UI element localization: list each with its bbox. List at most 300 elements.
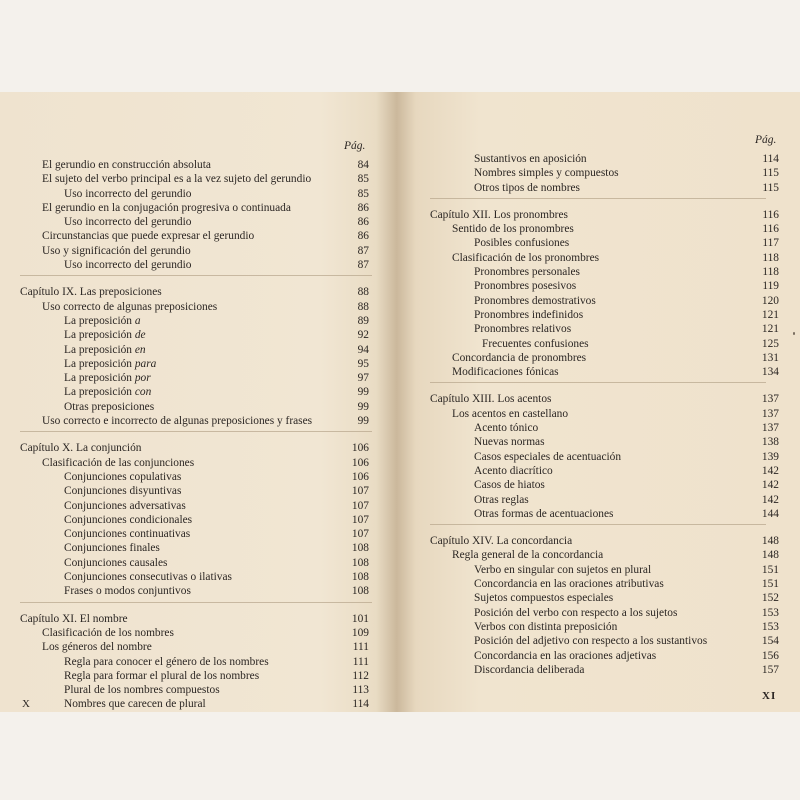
- toc-page-number: 107: [351, 485, 369, 498]
- toc-page-number: 142: [761, 464, 779, 477]
- toc-entry-text: Uso correcto de algunas preposiciones: [42, 300, 218, 313]
- toc-entry-row: [0, 456, 395, 470]
- toc-entry-row: [0, 470, 395, 484]
- toc-entry-text: Conjunciones condicionales: [64, 513, 193, 526]
- toc-entry-text: Uso incorrecto del gerundio: [64, 187, 192, 200]
- toc-entry-text: Otros tipos de nombres: [474, 181, 580, 194]
- toc-entry-row: [400, 591, 800, 605]
- toc-entry-row: [400, 464, 800, 478]
- toc-entry-row: [0, 484, 395, 498]
- toc-entry-row: [400, 265, 800, 279]
- toc-page-number: 154: [761, 635, 779, 648]
- toc-entry-text: Sustantivos en aposición: [474, 153, 587, 165]
- toc-entry-row: [400, 493, 800, 507]
- toc-page-number: 97: [357, 372, 369, 385]
- toc-entry-title: [474, 294, 596, 308]
- toc-page-number: 111: [352, 641, 369, 654]
- toc-entry-text: La preposición: [64, 329, 135, 342]
- toc-entry-text: Clasificación de las conjunciones: [42, 456, 195, 469]
- section-divider: [20, 431, 372, 432]
- toc-entry-text: La preposición: [64, 372, 135, 385]
- toc-entry-text: El sujeto del verbo principal es a la vez sujeto del gerundio: [42, 173, 312, 186]
- toc-entry-title: [452, 407, 568, 421]
- toc-entry-title: [452, 351, 586, 365]
- toc-entry-title: [452, 251, 599, 265]
- toc-entry-row: [400, 407, 800, 421]
- toc-entry-row: [0, 400, 395, 414]
- toc-entry-text: Uso correcto e incorrecto de algunas preposiciones y frases: [42, 415, 313, 428]
- toc-page-number: 139: [761, 450, 779, 463]
- toc-entry-title: [64, 556, 167, 570]
- toc-entry-row: [400, 663, 800, 677]
- toc-page-number: 115: [762, 167, 779, 180]
- toc-entry-text: Capítulo IX. Las preposiciones: [20, 286, 162, 299]
- toc-entry-row: [0, 499, 395, 513]
- toc-entry-text: Capítulo XIV. La concordancia: [430, 535, 573, 548]
- toc-entry-text: El gerundio en construcción absoluta: [42, 159, 211, 171]
- toc-entry-text: Sentido de los pronombres: [452, 223, 574, 236]
- toc-entry-row: [0, 683, 395, 697]
- toc-entry-row: [400, 351, 800, 365]
- toc-entry-row: [0, 314, 395, 328]
- toc-entry-emphasis: de: [134, 329, 146, 342]
- toc-page-number: 87: [357, 244, 369, 257]
- toc-entry-row: [0, 201, 395, 215]
- toc-entry-text: Plural de los nombres compuestos: [64, 684, 220, 697]
- toc-page-number: 118: [762, 251, 779, 264]
- toc-entry-title: [474, 265, 580, 279]
- toc-entry-title: [474, 649, 656, 663]
- page-folio: X: [22, 698, 31, 710]
- toc-entry-row: [0, 414, 395, 428]
- toc-entry-row: [0, 584, 395, 598]
- toc-entry-row: [400, 478, 800, 492]
- toc-entry-title: [474, 620, 617, 634]
- toc-page-number: 152: [761, 592, 779, 605]
- toc-page-number: 106: [351, 470, 369, 483]
- toc-entry-text: Posición del verbo con respecto a los sujetos: [474, 606, 678, 619]
- toc-entry-row: [0, 244, 395, 258]
- toc-page-number: 151: [761, 578, 779, 591]
- toc-entry-title: [64, 385, 151, 399]
- toc-entry-text: Los géneros del nombre: [42, 641, 152, 654]
- toc-entry-row: [400, 308, 800, 322]
- toc-entry-row: [0, 541, 395, 555]
- toc-page-number: 157: [761, 663, 779, 676]
- toc-entry-title: [430, 208, 568, 222]
- toc-entry-text: Frecuentes confusiones: [482, 337, 589, 350]
- section-divider: [20, 275, 372, 276]
- toc-page-number: 108: [351, 585, 369, 598]
- toc-entry-text: La preposición: [64, 343, 135, 356]
- toc-entry-emphasis: por: [134, 372, 151, 385]
- toc-chapter-row: [400, 208, 800, 222]
- toc-page-number: 109: [351, 626, 369, 639]
- toc-page-number: 107: [351, 528, 369, 541]
- toc-entry-title: [474, 152, 587, 166]
- toc-page-number: 99: [357, 386, 369, 399]
- toc-entry-text: Nombres simples y compuestos: [474, 167, 619, 180]
- section-divider: [430, 524, 766, 525]
- book-spread: [0, 92, 800, 712]
- toc-entry-row: [400, 181, 800, 195]
- toc-entry-title: [20, 441, 141, 455]
- toc-entry-title: [474, 606, 677, 620]
- toc-entry-row: [400, 337, 800, 351]
- toc-entry-row: [0, 371, 395, 385]
- toc-page-number: 84: [357, 159, 369, 171]
- toc-entry-title: [64, 697, 206, 711]
- toc-entry-row: [0, 570, 395, 584]
- toc-entry-title: [474, 591, 613, 605]
- toc-page-number: 125: [761, 337, 779, 350]
- toc-page-number: 113: [352, 684, 369, 697]
- toc-entry-text: Verbo en singular con sujetos en plural: [474, 563, 652, 576]
- toc-page-number: 111: [352, 655, 369, 668]
- page-column-header: Pág.: [344, 140, 366, 152]
- toc-entry-title: [64, 357, 156, 371]
- toc-page-number: 118: [762, 266, 779, 279]
- toc-page-number: 116: [762, 208, 779, 221]
- toc-entry-text: Clasificación de los pronombres: [452, 251, 600, 264]
- toc-entry-text: Otras formas de acentuaciones: [474, 507, 614, 520]
- toc-page-number: 88: [357, 286, 369, 299]
- toc-entry-title: [474, 563, 651, 577]
- toc-entry-text: Capítulo XII. Los pronombres: [430, 208, 568, 221]
- toc-page-number: 142: [761, 493, 779, 506]
- toc-entry-text: Modificaciones fónicas: [452, 366, 559, 379]
- toc-entry-title: [42, 229, 254, 243]
- toc-entry-text: Pronombres posesivos: [474, 280, 577, 293]
- toc-page-number: 92: [357, 329, 369, 342]
- toc-entry-row: [0, 556, 395, 570]
- toc-entry-row: [400, 166, 800, 180]
- toc-entry-text: Pronombres demostrativos: [474, 294, 596, 307]
- toc-page-number: 121: [761, 323, 779, 336]
- toc-entry-row: [0, 513, 395, 527]
- toc-entry-text: Clasificación de los nombres: [42, 626, 174, 639]
- toc-entry-text: Concordancia de pronombres: [452, 351, 587, 364]
- toc-chapter-row: [0, 285, 395, 299]
- toc-entry-row: [0, 697, 395, 711]
- toc-entry-text: Uso incorrecto del gerundio: [64, 216, 192, 229]
- toc-chapter-row: [0, 441, 395, 455]
- toc-entry-title: [20, 285, 162, 299]
- toc-page-number: 87: [357, 259, 369, 272]
- toc-entry-row: [400, 251, 800, 265]
- toc-entry-row: [0, 655, 395, 669]
- toc-entry-title: [64, 499, 186, 513]
- toc-entry-text: Conjunciones continuativas: [64, 528, 191, 541]
- toc-entry-title: [452, 548, 603, 562]
- toc-entry-title: [64, 258, 191, 272]
- toc-entry-title: [452, 222, 574, 236]
- toc-page-number: 106: [351, 442, 369, 455]
- toc-entry-title: [64, 570, 232, 584]
- toc-entry-row: [0, 328, 395, 342]
- toc-entry-row: [400, 563, 800, 577]
- toc-list: [400, 152, 800, 677]
- toc-entry-text: Verbos con distinta preposición: [474, 620, 618, 633]
- toc-entry-title: [64, 683, 220, 697]
- toc-entry-text: Conjunciones finales: [64, 542, 160, 555]
- section-divider: [430, 382, 766, 383]
- toc-entry-title: [64, 314, 141, 328]
- toc-entry-title: [42, 414, 312, 428]
- toc-entry-title: [474, 464, 553, 478]
- toc-entry-title: [474, 478, 545, 492]
- toc-entry-title: [64, 470, 181, 484]
- toc-entry-row: [0, 215, 395, 229]
- toc-page-number: 108: [351, 542, 369, 555]
- toc-entry-row: [400, 606, 800, 620]
- toc-page-number: 85: [357, 187, 369, 200]
- toc-page-number: 86: [357, 216, 369, 229]
- toc-entry-title: [64, 584, 191, 598]
- toc-entry-row: [400, 450, 800, 464]
- toc-page-number: 99: [357, 415, 369, 428]
- toc-page-number: 107: [351, 499, 369, 512]
- toc-entry-text: La preposición: [64, 357, 135, 370]
- toc-page-number: 95: [357, 357, 369, 370]
- toc-page-number: 89: [357, 314, 369, 327]
- toc-entry-title: [42, 201, 291, 215]
- right-page: [400, 92, 800, 712]
- toc-entry-title: [474, 634, 707, 648]
- toc-entry-title: [42, 158, 211, 172]
- toc-page-number: 131: [761, 351, 779, 364]
- toc-entry-text: Otras preposiciones: [64, 400, 155, 413]
- toc-page-number: 117: [762, 237, 779, 250]
- toc-chapter-row: [400, 392, 800, 406]
- toc-entry-text: Conjunciones copulativas: [64, 470, 182, 483]
- toc-page-number: 119: [762, 280, 779, 293]
- toc-entry-text: Pronombres indefinidos: [474, 308, 584, 321]
- toc-entry-row: [400, 294, 800, 308]
- toc-entry-text: Capítulo XIII. Los acentos: [430, 393, 552, 406]
- toc-entry-row: [400, 548, 800, 562]
- toc-page-number: 120: [761, 294, 779, 307]
- toc-entry-row: [400, 421, 800, 435]
- toc-entry-text: Casos de hiatos: [474, 479, 545, 492]
- toc-entry-text: Pronombres relativos: [474, 323, 572, 336]
- toc-entry-row: [400, 634, 800, 648]
- toc-entry-title: [474, 577, 664, 591]
- toc-entry-title: [64, 527, 190, 541]
- toc-entry-title: [474, 493, 529, 507]
- toc-entry-text: Regla para conocer el género de los nombres: [64, 655, 269, 668]
- toc-entry-title: [20, 612, 128, 626]
- toc-entry-text: Los acentos en castellano: [452, 407, 569, 420]
- toc-entry-text: Posibles confusiones: [474, 237, 570, 250]
- toc-page-number: 99: [357, 400, 369, 413]
- toc-page-number: 148: [761, 535, 779, 548]
- toc-entry-text: Discordancia deliberada: [474, 663, 585, 676]
- toc-entry-title: [64, 328, 146, 342]
- toc-page-number: 106: [351, 456, 369, 469]
- toc-entry-row: [0, 158, 395, 172]
- toc-entry-row: [400, 649, 800, 663]
- toc-entry-row: [400, 507, 800, 521]
- toc-chapter-row: [0, 612, 395, 626]
- toc-entry-row: [0, 300, 395, 314]
- toc-entry-text: Conjunciones disyuntivas: [64, 485, 182, 498]
- toc-entry-row: [400, 620, 800, 634]
- toc-entry-text: La preposición: [64, 386, 135, 399]
- toc-entry-title: [64, 513, 192, 527]
- toc-entry-title: [64, 215, 191, 229]
- toc-entry-row: [400, 279, 800, 293]
- toc-entry-title: [42, 300, 217, 314]
- toc-entry-title: [474, 450, 621, 464]
- toc-entry-title: [42, 456, 194, 470]
- left-page: [0, 92, 395, 712]
- toc-entry-title: [474, 663, 584, 677]
- toc-entry-row: [0, 172, 395, 186]
- toc-page-number: 116: [762, 223, 779, 236]
- toc-entry-row: [0, 669, 395, 683]
- toc-entry-title: [42, 172, 311, 186]
- toc-entry-title: [64, 669, 259, 683]
- toc-page-number: 86: [357, 230, 369, 243]
- toc-entry-title: [430, 392, 551, 406]
- toc-page-number: 142: [761, 479, 779, 492]
- toc-entry-title: [474, 279, 576, 293]
- toc-page-number: 144: [761, 507, 779, 520]
- toc-entry-title: [474, 166, 619, 180]
- toc-entry-title: [474, 181, 580, 195]
- toc-entry-text: Posición del adjetivo con respecto a los sustantivos: [474, 635, 708, 648]
- toc-page-number: 138: [761, 436, 779, 449]
- toc-entry-title: [42, 244, 191, 258]
- page-column-header: Pág.: [755, 134, 777, 146]
- toc-entry-row: [400, 322, 800, 336]
- toc-page-number: 101: [351, 612, 369, 625]
- toc-page-number: 115: [762, 181, 779, 194]
- toc-entry-text: Casos especiales de acentuación: [474, 450, 622, 463]
- toc-page-number: 137: [761, 393, 779, 406]
- toc-entry-row: [0, 357, 395, 371]
- toc-list: [0, 158, 395, 712]
- toc-entry-title: [452, 365, 559, 379]
- toc-entry-row: [0, 258, 395, 272]
- toc-entry-row: [400, 435, 800, 449]
- toc-entry-text: Uso incorrecto del gerundio: [64, 259, 192, 272]
- toc-page-number: 137: [761, 422, 779, 435]
- toc-entry-title: [42, 640, 152, 654]
- toc-entry-text: El gerundio en la conjugación progresiva o continuada: [42, 201, 291, 214]
- toc-entry-row: [400, 222, 800, 236]
- toc-entry-title: [474, 308, 583, 322]
- toc-entry-row: [0, 527, 395, 541]
- toc-entry-row: [0, 385, 395, 399]
- toc-entry-text: Frases o modos conjuntivos: [64, 585, 191, 598]
- toc-entry-title: [430, 534, 572, 548]
- toc-entry-text: Regla para formar el plural de los nombres: [64, 669, 260, 682]
- toc-entry-row: [400, 577, 800, 591]
- section-divider: [430, 198, 766, 199]
- section-divider: [20, 602, 372, 603]
- toc-entry-title: [474, 322, 571, 336]
- toc-page-number: 134: [761, 366, 779, 379]
- toc-entry-text: Acento tónico: [474, 422, 539, 435]
- toc-entry-row: [400, 365, 800, 379]
- toc-entry-title: [474, 435, 545, 449]
- toc-entry-text: Pronombres personales: [474, 266, 580, 279]
- toc-page-number: 151: [761, 563, 779, 576]
- toc-page-number: 112: [352, 669, 369, 682]
- toc-entry-title: [482, 337, 589, 351]
- toc-entry-row: [0, 640, 395, 654]
- toc-entry-row: [0, 229, 395, 243]
- toc-entry-emphasis: con: [134, 386, 152, 399]
- toc-entry-row: [0, 626, 395, 640]
- toc-page-number: 114: [762, 153, 779, 165]
- toc-page-number: 88: [357, 300, 369, 313]
- toc-page-number: 108: [351, 556, 369, 569]
- toc-chapter-row: [400, 534, 800, 548]
- toc-entry-row: [0, 187, 395, 201]
- toc-page-number: 121: [761, 308, 779, 321]
- toc-entry-text: Capítulo XI. El nombre: [20, 612, 128, 625]
- toc-page-number: 94: [357, 343, 369, 356]
- toc-entry-text: Otras reglas: [474, 493, 529, 506]
- toc-entry-text: Sujetos compuestos especiales: [474, 592, 614, 605]
- toc-page-number: 153: [761, 606, 779, 619]
- page-folio: XI: [762, 690, 777, 702]
- toc-entry-emphasis: para: [134, 357, 157, 370]
- toc-entry-title: [474, 507, 613, 521]
- toc-page-number: 86: [357, 201, 369, 214]
- toc-entry-title: [64, 187, 191, 201]
- toc-entry-text: Acento diacrítico: [474, 464, 553, 477]
- toc-entry-title: [64, 541, 160, 555]
- toc-entry-text: Concordancia en las oraciones adjetivas: [474, 649, 657, 662]
- toc-entry-row: [400, 236, 800, 250]
- toc-page-number: 148: [761, 549, 779, 562]
- toc-entry-text: Conjunciones adversativas: [64, 499, 186, 512]
- toc-entry-text: Concordancia en las oraciones atributivas: [474, 578, 664, 591]
- toc-page-number: 114: [352, 698, 369, 711]
- toc-entry-title: [64, 484, 181, 498]
- toc-entry-text: Conjunciones consecutivas o ilativas: [64, 571, 232, 584]
- toc-entry-text: Nombres que carecen de plural: [64, 698, 206, 711]
- toc-entry-title: [474, 236, 569, 250]
- toc-page-number: 107: [351, 513, 369, 526]
- toc-entry-title: [64, 343, 146, 357]
- toc-entry-title: [42, 626, 174, 640]
- toc-page-number: 108: [351, 571, 369, 584]
- toc-page-number: 153: [761, 620, 779, 633]
- toc-entry-text: Regla general de la concordancia: [452, 549, 604, 562]
- toc-entry-row: [400, 152, 800, 166]
- toc-entry-text: Nuevas normas: [474, 436, 545, 449]
- paper-speck: [793, 332, 795, 335]
- toc-entry-emphasis: a: [134, 314, 141, 327]
- toc-entry-title: [474, 421, 538, 435]
- toc-page-number: 137: [761, 407, 779, 420]
- toc-entry-title: [64, 400, 154, 414]
- toc-entry-row: [0, 343, 395, 357]
- toc-entry-emphasis: en: [134, 343, 146, 356]
- toc-entry-text: Circunstancias que puede expresar el gerundio: [42, 230, 255, 243]
- toc-page-number: 85: [357, 173, 369, 186]
- toc-entry-text: Capítulo X. La conjunción: [20, 442, 142, 455]
- toc-entry-text: La preposición: [64, 314, 135, 327]
- toc-page-number: 156: [761, 649, 779, 662]
- toc-entry-title: [64, 371, 151, 385]
- toc-entry-title: [64, 655, 269, 669]
